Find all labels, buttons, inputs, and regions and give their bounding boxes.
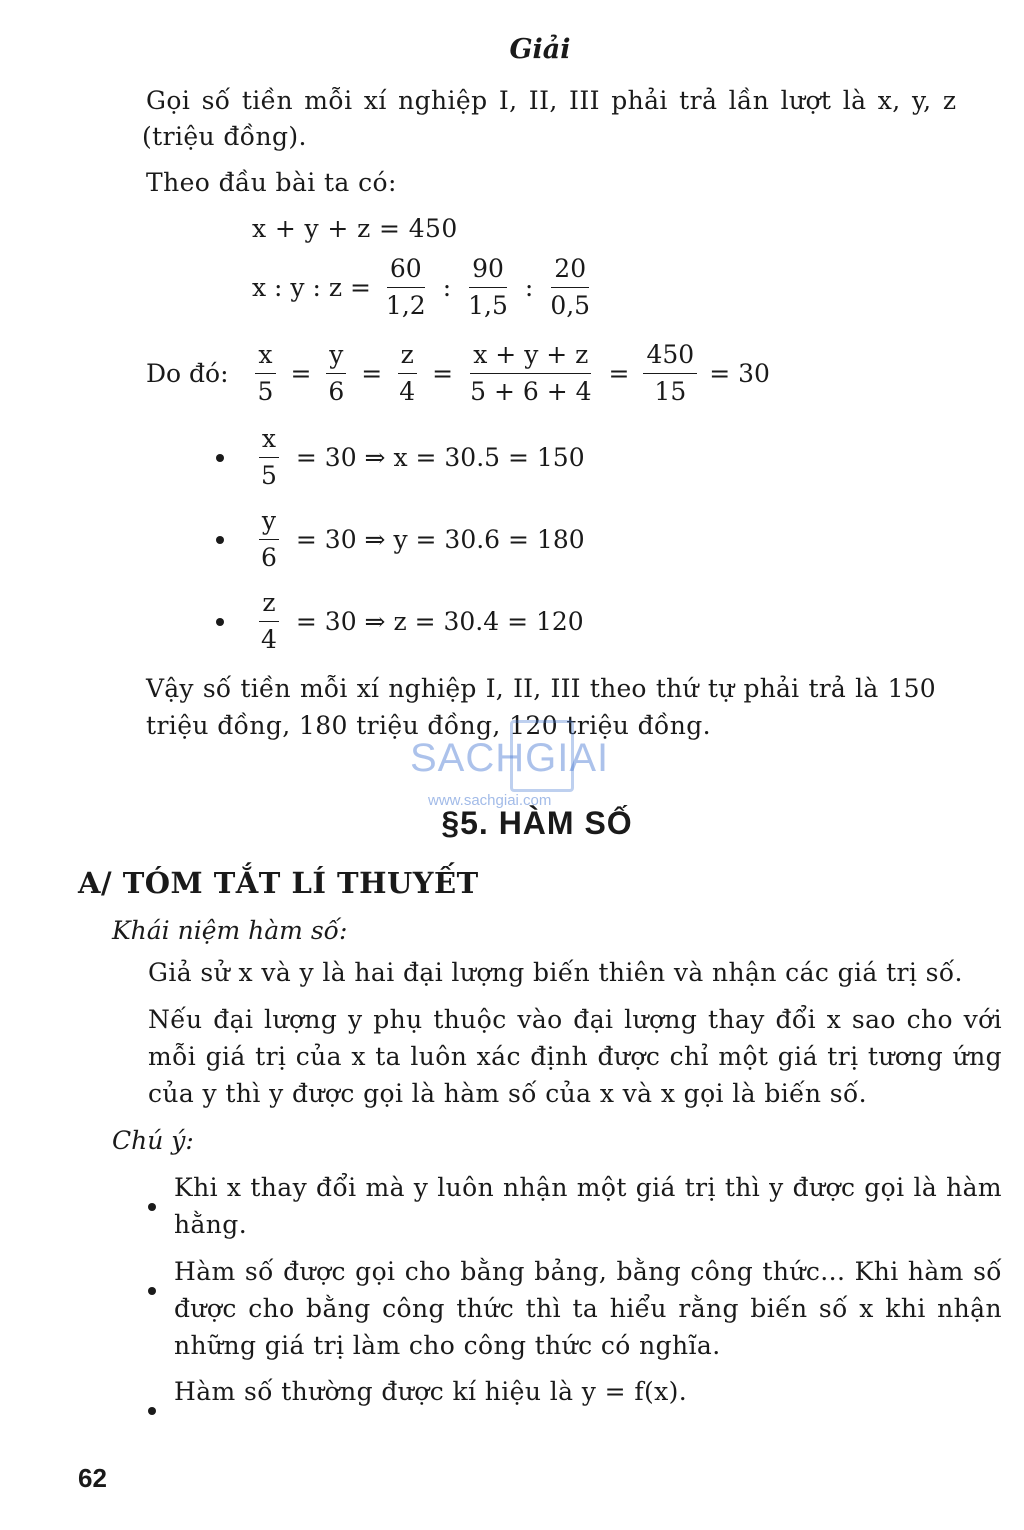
note-text: Hàm số thường được kí hiệu là y = f(x). <box>174 1377 688 1406</box>
note-item-1 <box>148 1169 1002 1243</box>
bullet-icon <box>216 454 224 462</box>
bullet-result-z <box>216 588 584 655</box>
fraction-denominator: 1,2 <box>385 291 426 320</box>
note-label: Chú ý: <box>112 1126 194 1155</box>
fraction-denominator: 0,5 <box>550 291 591 320</box>
bullet-icon <box>148 1287 156 1295</box>
ratio-fraction-3 <box>547 254 593 321</box>
bullet-icon <box>148 1203 156 1211</box>
fraction-numerator: z <box>259 588 278 622</box>
bullet-icon <box>216 618 224 626</box>
bullet-fraction <box>258 424 280 491</box>
equals-sign: = <box>290 359 312 388</box>
fraction-numerator: x + y + z <box>470 340 591 374</box>
solution-heading: Giải <box>509 34 571 65</box>
fraction-numerator: z <box>398 340 417 374</box>
note-item-2 <box>148 1253 1002 1364</box>
ratio-fraction-2 <box>465 254 511 321</box>
ratio-lhs: x : y : z = <box>252 273 371 302</box>
conclusion-line2: triệu đồng, 180 triệu đồng, 120 triệu đồng. <box>146 711 711 740</box>
note-item-3 <box>148 1373 1002 1425</box>
bullet-icon <box>148 1407 156 1415</box>
fraction-numerator: y <box>259 506 279 540</box>
note-bullet <box>148 1169 174 1243</box>
bullet-fraction <box>258 588 280 655</box>
fraction-numerator: 450 <box>643 340 697 374</box>
chain-fraction-x <box>255 340 277 407</box>
chain-label: Do đó: <box>146 359 229 388</box>
equation-ratio <box>252 254 597 321</box>
bullet-fraction <box>258 506 280 573</box>
bullet-icon <box>216 536 224 544</box>
fraction-denominator: 4 <box>399 377 416 406</box>
ratio-colon: : <box>524 273 534 302</box>
section-title: §5. HÀM SỐ <box>441 805 633 841</box>
note-bullet <box>148 1373 174 1425</box>
fraction-numerator: 20 <box>551 254 589 288</box>
bullet-result-x <box>216 424 585 491</box>
fraction-numerator: y <box>326 340 346 374</box>
equals-sign: = <box>432 359 454 388</box>
fraction-denominator: 5 <box>257 377 274 406</box>
watermark-brand: SACHGIAI <box>410 736 610 780</box>
concept-paragraph-1: Giả sử x và y là hai đại lượng biến thiên và nhận các giá trị số. <box>148 958 963 987</box>
page-number: 62 <box>78 1463 107 1493</box>
fraction-denominator: 4 <box>261 625 277 654</box>
equals-sign: = <box>361 359 383 388</box>
watermark-logo <box>410 718 620 818</box>
equals-sign: = <box>608 359 630 388</box>
fraction-denominator: 5 <box>261 461 277 490</box>
section-subtitle: A/ TÓM TẮT LÍ THUYẾT <box>78 866 479 900</box>
watermark-url: www.sachgiai.com <box>428 792 552 809</box>
fraction-denominator: 1,5 <box>468 291 508 320</box>
chain-fraction-y <box>325 340 347 407</box>
chain-fraction-sum <box>467 340 594 407</box>
ratio-fraction-1 <box>383 254 429 321</box>
fraction-denominator: 15 <box>654 377 687 406</box>
bullet-result-y <box>216 506 585 573</box>
solution-intro-line1: Gọi số tiền mỗi xí nghiệp I, II, III phải trả lần lượt là x, y, z <box>146 86 957 115</box>
bullet-equation: = 30 ⇒ x = 30.5 = 150 <box>295 443 585 472</box>
conclusion-line1: Vậy số tiền mỗi xí nghiệp I, II, III theo thứ tự phải trả là 150 <box>146 674 936 703</box>
concept-paragraph-2: Nếu đại lượng y phụ thuộc vào đại lượng thay đổi x sao cho với mỗi giá trị của x ta luôn xác định được chỉ một giá trị tương ứng của y thì y được gọi là hàm số của x và x gọi là biến số. <box>148 1005 1002 1108</box>
fraction-numerator: 90 <box>469 254 507 288</box>
chain-result: = 30 <box>709 359 770 388</box>
bullet-equation: = 30 ⇒ y = 30.6 = 180 <box>295 525 585 554</box>
chain-fraction-z <box>396 340 418 407</box>
solution-premise: Theo đầu bài ta có: <box>146 168 397 197</box>
solution-intro-line2: (triệu đồng). <box>142 122 307 151</box>
note-bullet <box>148 1253 174 1364</box>
bullet-equation: = 30 ⇒ z = 30.4 = 120 <box>295 607 584 636</box>
fraction-denominator: 6 <box>328 377 345 406</box>
fraction-denominator: 6 <box>261 543 277 572</box>
fraction-denominator: 5 + 6 + 4 <box>470 377 592 406</box>
ratio-colon: : <box>442 273 452 302</box>
equation-chain <box>146 340 770 407</box>
concept-label: Khái niệm hàm số: <box>112 916 348 945</box>
note-text: Khi x thay đổi mà y luôn nhận một giá trị thì y được gọi là hàm hằng. <box>174 1173 1002 1239</box>
note-text: Hàm số được gọi cho bằng bảng, bằng công thức... Khi hàm số được cho bằng công thức thì ta hiểu rằng biến số x khi nhận những giá trị làm cho công thức có nghĩa. <box>174 1257 1002 1360</box>
chain-fraction-total <box>643 340 697 407</box>
equation-sum: x + y + z = 450 <box>252 214 458 243</box>
fraction-numerator: x <box>255 340 275 374</box>
fraction-numerator: x <box>259 424 279 458</box>
fraction-numerator: 60 <box>387 254 425 288</box>
